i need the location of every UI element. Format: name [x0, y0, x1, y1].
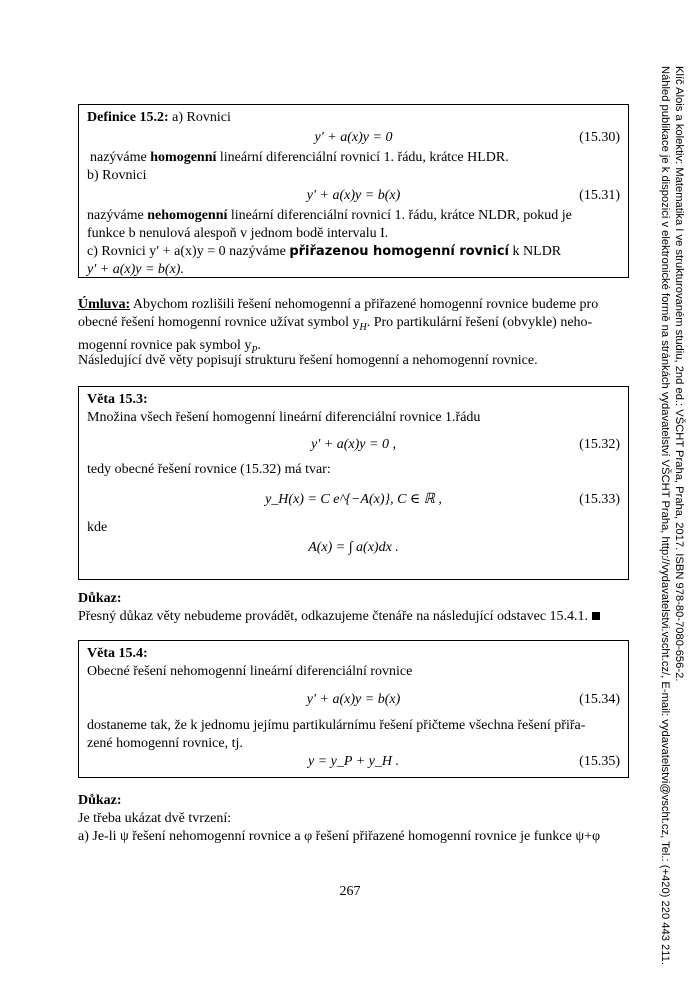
term-homogenni: homogenní: [150, 150, 217, 165]
equation-formula: y′ + a(x)y = 0: [314, 130, 393, 145]
umluva-text: . Pro partikulární řešení (obvykle) neho-: [366, 315, 593, 330]
proof-2: [78, 792, 631, 846]
equation-15-35: [87, 753, 620, 775]
theorem-title: Věta 15.4:: [87, 646, 148, 661]
equation-formula: y′ + a(x)y = b(x): [306, 692, 401, 707]
equation-formula: y_H(x) = C e^{−A(x)}, C ∈ ℝ ,: [265, 492, 442, 507]
theorem-text: dostaneme tak, že k jednomu jejímu partikulárnímu řešení přičteme všechna řešení přiřa-: [87, 718, 586, 733]
umluva-paragraph: [78, 296, 631, 360]
equation-number: (15.35): [579, 754, 620, 769]
preview-line: Náhled publikace je k dispozici v elektronické formě na stránkách vydavatelství VŠCHT Praha, http://vydavatelstvi.vscht.cz/, E-mail: vydavatelstvi@vscht.cz, Tel.: (+420) 220 443 211.: [659, 66, 671, 965]
equation-15-33: [87, 479, 620, 515]
umluva-text: obecné řešení homogenní rovnice užívat symbol y: [78, 315, 360, 330]
theorem-text: tedy obecné řešení rovnice (15.32) má tvar:: [87, 462, 331, 477]
theorem-text: kde: [87, 520, 108, 535]
definition-text: funkce b nenulová alespoň v jednom bodě intervalu I.: [87, 226, 389, 241]
definition-text: y′ + a(x)y = b(x).: [87, 262, 184, 277]
equation-number: (15.32): [579, 437, 620, 452]
equation-15-30: [87, 127, 620, 149]
definition-text: nazýváme: [90, 150, 151, 165]
equation-A: [87, 537, 620, 559]
definition-b-intro: b) Rovnici: [87, 168, 147, 183]
intro-paragraph: Následující dvě věty popisují strukturu řešení homogenní a nehomogenní rovnice.: [78, 353, 538, 368]
equation-number: (15.33): [579, 492, 620, 507]
equation-formula: y′ + a(x)y = 0 ,: [311, 437, 396, 452]
equation-15-34: [87, 681, 620, 713]
proof-text: Je třeba ukázat dvě tvrzení:: [78, 811, 232, 826]
definition-text: lineární diferenciální rovnicí 1. řádu, krátce NLDR, pokud je: [227, 208, 572, 223]
subscript: P: [251, 344, 258, 356]
definition-a-intro: a) Rovnici: [172, 110, 231, 125]
definition-title: Definice 15.2:: [87, 110, 169, 125]
umluva-text: Abychom rozlišili řešení nehomogenní a přiřazené homogenní rovnice budeme pro: [130, 297, 599, 312]
equation-number: (15.34): [579, 692, 620, 707]
equation-formula: y′ + a(x)y = b(x): [306, 188, 401, 203]
proof-text: a) Je-li ψ řešení nehomogenní rovnice a φ řešení přiřazené homogenní rovnice je funkce ψ+φ: [78, 829, 601, 844]
umluva-text: .: [257, 337, 262, 353]
definition-text: lineární diferenciální rovnicí 1. řádu, krátce HLDR.: [216, 150, 509, 165]
proof-1: [78, 590, 631, 626]
citation-line: Klíč Alois a kolektiv: Matematika I ve strukturovaném studiu, 2nd ed.: VŠCHT Praha, Praha, 2017. ISBN 978-80-7080-656-2.: [673, 66, 685, 682]
equation-15-32: [87, 427, 620, 457]
equation-formula: y = y_P + y_H .: [308, 754, 399, 769]
theorem-15-4-box: [78, 640, 629, 778]
theorem-text: Množina všech řešení homogenní lineární diferenciální rovnice 1.řádu: [87, 410, 481, 425]
publication-notice: [658, 66, 686, 965]
qed-square-icon: [592, 612, 600, 620]
umluva-text: mogenní rovnice pak symbol y: [78, 337, 252, 353]
equation-formula: A(x) = ∫ a(x)dx .: [308, 540, 399, 555]
proof-title: Důkaz:: [78, 591, 122, 606]
definition-text: c) Rovnici y′ + a(x)y = 0 nazýváme: [87, 244, 290, 259]
theorem-15-3-box: [78, 386, 629, 580]
proof-text: Přesný důkaz věty nebudeme provádět, odkazujeme čtenáře na následující odstavec 15.4.1.: [78, 609, 589, 624]
page-number: 267: [339, 884, 361, 899]
theorem-text: zené homogenní rovnice, tj.: [87, 736, 243, 751]
proof-title: Důkaz:: [78, 793, 122, 808]
definition-text: nazýváme: [87, 208, 148, 223]
definition-text: k NLDR: [509, 244, 562, 259]
theorem-title: Věta 15.3:: [87, 392, 148, 407]
equation-15-31: [87, 185, 620, 207]
subscript: H: [359, 321, 367, 333]
definition-box: [78, 104, 629, 278]
term-prirazena: přiřazenou homogenní rovnicí: [289, 244, 510, 259]
theorem-text: Obecné řešení nehomogenní lineární diferenciální rovnice: [87, 664, 413, 679]
umluva-label: Úmluva:: [78, 297, 131, 312]
equation-number: (15.30): [579, 130, 620, 145]
term-nehomogenni: nehomogenní: [147, 208, 228, 223]
equation-number: (15.31): [579, 188, 620, 203]
